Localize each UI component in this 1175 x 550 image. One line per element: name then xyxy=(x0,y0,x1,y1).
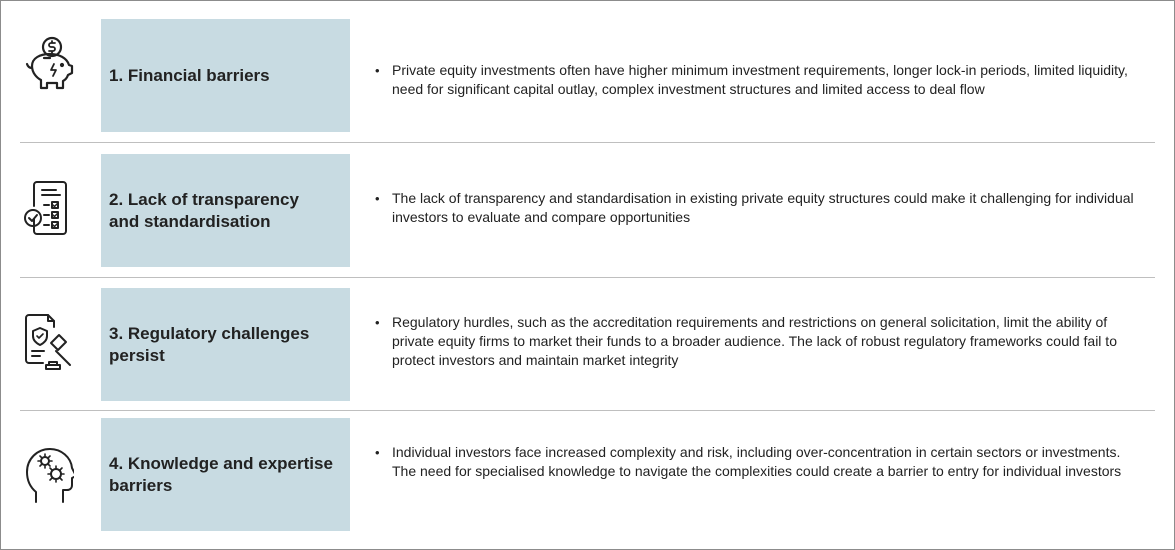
head-gears-icon xyxy=(22,444,74,504)
barrier-description xyxy=(375,313,1145,370)
barrier-title-box xyxy=(101,288,350,401)
barrier-description xyxy=(375,189,1145,227)
barrier-title: 2. Lack of transparency and standardisation xyxy=(109,189,299,231)
checklist-document-icon xyxy=(22,178,74,238)
bullet-marker: • xyxy=(375,63,380,78)
bullet-marker: • xyxy=(375,445,380,460)
piggy-bank-dollar-icon xyxy=(22,36,74,96)
bullet-marker: • xyxy=(375,315,380,330)
barrier-title: 3. Regulatory challenges persist xyxy=(109,323,310,365)
barrier-title: 4. Knowledge and expertise barriers xyxy=(109,453,333,495)
barrier-title: 1. Financial barriers xyxy=(109,65,270,85)
bullet-marker: • xyxy=(375,191,380,206)
barrier-description xyxy=(375,443,1145,481)
description-text: Individual investors face increased complexity and risk, including over-concentration in certain sectors or investments. The need for specialised knowledge to navigate the complexities could create a barrier to entry for individual investors xyxy=(392,444,1122,479)
description-text: Regulatory hurdles, such as the accreditation requirements and restrictions on general solicitation, limit the ability of private equity firms to market their funds to a broader audience. The lack of robust regulatory frameworks could fail to protect investors and maintain market integrity xyxy=(392,314,1117,368)
barrier-title-box xyxy=(101,19,350,132)
description-text: Private equity investments often have higher minimum investment requirements, longer lock-in periods, limited liquidity, need for significant capital outlay, complex investment structures and limited access to deal flow xyxy=(392,62,1128,97)
description-text: The lack of transparency and standardisation in existing private equity structures could make it challenging for individual investors to evaluate and compare opportunities xyxy=(392,190,1134,225)
row-divider xyxy=(20,277,1155,278)
barrier-description xyxy=(375,61,1145,99)
barrier-title-box xyxy=(101,418,350,531)
row-divider xyxy=(20,142,1155,143)
row-divider xyxy=(20,410,1155,411)
barrier-title-box xyxy=(101,154,350,267)
legal-document-gavel-icon xyxy=(22,313,74,373)
